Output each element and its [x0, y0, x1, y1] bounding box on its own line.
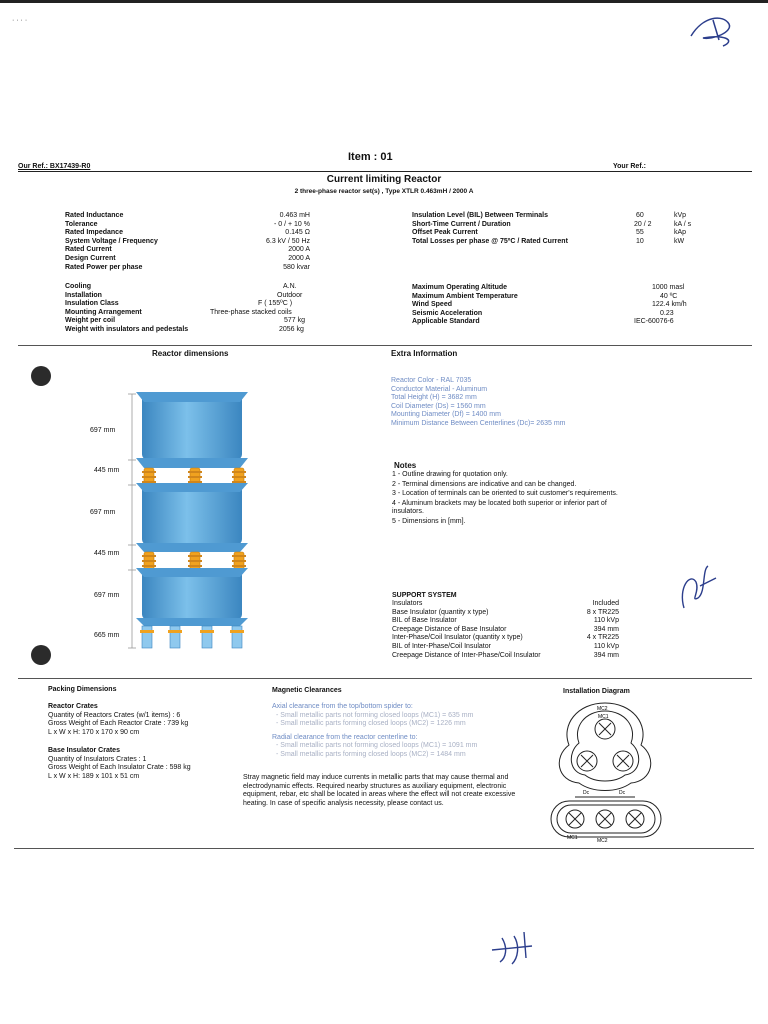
installation-diagram — [545, 697, 665, 842]
support-row: Creepage Distance of Inter-Phase/Coil Insulator 394 mm — [392, 651, 619, 659]
svg-text:MC1: MC1 — [598, 714, 609, 720]
coil-bottom — [142, 570, 242, 620]
your-reference: Your Ref.: — [613, 163, 646, 170]
construction-row: Cooling A.N. — [65, 283, 297, 290]
radial-item: - Small metallic parts forming closed loops (MC2) = 1484 mm — [276, 750, 466, 758]
dim-label: 697 mm — [90, 427, 116, 434]
crate-line: Quantity of Reactors Crates (w/1 items) : 6 — [48, 711, 181, 719]
note-item: 4 - Aluminum brackets may be located both superior or inferior part of insulators. — [392, 499, 607, 516]
dim-label: 445 mm — [94, 550, 120, 557]
our-reference: Our Ref.: BX17439-R0 — [18, 163, 91, 170]
support-row: Insulators Included — [392, 600, 619, 607]
rating-row: Rated Current 2000 A — [65, 246, 310, 254]
punch-hole-top — [31, 366, 51, 386]
dim-label: 697 mm — [90, 509, 116, 516]
extra-info-item: Minimum Distance Between Centerlines (Dc)= 2635 mm — [391, 419, 566, 427]
coil-top — [142, 394, 242, 460]
notes-list — [392, 471, 622, 527]
svg-text:Dc: Dc — [619, 790, 626, 796]
dim-label: 665 mm — [94, 632, 120, 639]
reactor-crates — [48, 703, 188, 737]
item-number: Item : 01 — [348, 151, 393, 163]
coil-middle — [142, 485, 242, 545]
extra-info-item: Mounting Diameter (Df) = 1400 mm — [391, 411, 501, 419]
radial-item: - Small metallic parts not forming closed loops (MC1) = 1091 mm — [276, 742, 478, 750]
ratings-right — [412, 212, 692, 246]
punch-hole-bottom — [31, 645, 51, 665]
document-subtitle: 2 three-phase reactor set(s) , Type XTLR 0.463mH / 2000 A — [294, 188, 474, 195]
crate-line: L x W x H: 170 x 170 x 90 cm — [48, 728, 140, 736]
crate-line: Gross Weight of Each Insulator Crate : 598 kg — [48, 764, 191, 772]
installation-title: Installation Diagram — [563, 688, 630, 695]
header-rule — [18, 171, 752, 172]
reactor-drawing — [120, 380, 280, 660]
construction-row: Weight with insulators and pedestals 2056 kg — [65, 325, 304, 333]
crate-line: Quantity of Insulators Crates : 1 — [48, 755, 147, 763]
axial-item: - Small metallic parts forming closed loops (MC2) = 1226 mm — [276, 720, 466, 728]
construction-row: Mounting Arrangement Three-phase stacked coils — [65, 308, 292, 316]
document-title: Current limiting Reactor — [326, 174, 442, 185]
base-insulator-crates — [48, 747, 191, 781]
base-pedestals — [142, 626, 242, 648]
svg-text:MC1: MC1 — [567, 835, 578, 841]
clearances-title: Magnetic Clearances — [272, 687, 342, 694]
rating-row: Rated Power per phase 580 kvar — [65, 263, 310, 271]
section-rule-2 — [18, 678, 752, 679]
extra-info-list — [391, 377, 565, 429]
crate-line: L x W x H: 189 x 101 x 51 cm — [48, 772, 140, 780]
packing-title: Packing Dimensions — [48, 686, 117, 693]
extra-info-item: Conductor Material - Aluminum — [391, 385, 488, 393]
support-row: Base Insulator (quantity x type) 8 x TR225 — [392, 608, 619, 616]
handwritten-mark-bottom — [488, 928, 538, 968]
scan-marks: · · · · — [12, 17, 28, 24]
reactor-crates-title: Reactor Crates — [48, 703, 98, 710]
site-row: Maximum Ambient Temperature 40 ºC — [412, 292, 678, 300]
axial-item: - Small metallic parts not forming closed loops (MC1) = 635 mm — [276, 711, 474, 719]
note-item: 5 - Dimensions in [mm]. — [392, 517, 466, 525]
note-item: 1 - Outline drawing for quotation only. — [392, 471, 508, 478]
site-conditions — [412, 284, 692, 327]
rating-row: Rated Inductance 0.463 mH — [65, 212, 310, 219]
dim-label: 445 mm — [94, 467, 120, 474]
construction-row: Installation Outdoor — [65, 291, 303, 299]
support-table — [392, 600, 619, 660]
crate-line: Gross Weight of Each Reactor Crate : 739 kg — [48, 720, 189, 728]
rating-row: Rated Impedance 0.145 Ω — [65, 229, 310, 237]
svg-text:MC2: MC2 — [597, 706, 608, 712]
construction-row: Weight per coil 577 kg — [65, 317, 306, 325]
support-row: BIL of Inter-Phase/Coil Insulator 110 kVp — [392, 642, 619, 650]
support-title: SUPPORT SYSTEM — [392, 592, 457, 599]
dim-label: 697 mm — [94, 592, 120, 599]
support-row: Inter-Phase/Coil Insulator (quantity x type) 4 x TR225 — [392, 634, 619, 642]
note-item: 2 - Terminal dimensions are indicative and can be changed. — [392, 480, 577, 488]
support-row: Creepage Distance of Base Insulator 394 mm — [392, 625, 619, 633]
rating-row: Insulation Level (BIL) Between Terminals 60 kVp — [412, 212, 687, 219]
rating-row: Offset Peak Current 55 kAp — [412, 229, 687, 237]
stray-field-paragraph: Stray magnetic field may induce currents in metallic parts that may cause thermal and electrodynamic effects. Required nearby structures as auxiliary equipment, electronic equipment, rebar, etc shall be located in areas where the effect will not create excessive heating. In case of specific analysis necessity, please contact us. — [243, 774, 516, 807]
site-row: Maximum Operating Altitude 1000 masl — [412, 284, 685, 291]
construction-row: Insulation Class F ( 155ºC ) — [65, 300, 293, 308]
rating-row: Total Losses per phase @ 75ºC / Rated Current 10 kW — [412, 237, 685, 245]
section-rule-1 — [18, 345, 752, 346]
rating-row: Short-Time Current / Duration 20 / 2 kA / s — [412, 220, 692, 228]
reactor-dimensions-title: Reactor dimensions — [152, 349, 229, 358]
clearances-body — [272, 703, 532, 760]
note-item: 3 - Location of terminals can be oriented to suit customer's requirements. — [392, 490, 618, 498]
site-row: Applicable Standard IEC-60076-6 — [412, 318, 674, 326]
rating-row: Design Current 2000 A — [65, 254, 310, 262]
construction-left — [65, 283, 310, 335]
notes-title: Notes — [394, 461, 417, 470]
extra-info-item: Total Height (H) = 3682 mm — [391, 394, 477, 402]
base-crates-title: Base Insulator Crates — [48, 747, 120, 754]
handwritten-mark-top — [683, 10, 743, 50]
site-row: Wind Speed 122.4 km/h — [412, 301, 687, 309]
handwritten-mark-side — [672, 558, 722, 618]
radial-title: Radial clearance from the reactor centerline to: — [272, 733, 418, 741]
section-rule-3 — [14, 848, 754, 849]
support-row: BIL of Base Insulator 110 kVp — [392, 617, 619, 625]
rating-row: Tolerance - 0 / + 10 % — [65, 220, 310, 228]
page-top-border — [0, 0, 768, 3]
ratings-left — [65, 212, 310, 272]
extra-info-item: Coil Diameter (Ds) = 1560 mm — [391, 402, 486, 410]
svg-text:Dc: Dc — [583, 790, 590, 796]
site-row: Seismic Acceleration 0.23 — [412, 309, 674, 317]
svg-text:MC2: MC2 — [597, 838, 608, 842]
extra-info-title: Extra Information — [391, 349, 458, 358]
extra-info-item: Reactor Color - RAL 7035 — [391, 377, 472, 384]
axial-title: Axial clearance from the top/bottom spider to: — [272, 703, 413, 710]
rating-row: System Voltage / Frequency 6.3 kV / 50 Hz — [65, 237, 310, 245]
